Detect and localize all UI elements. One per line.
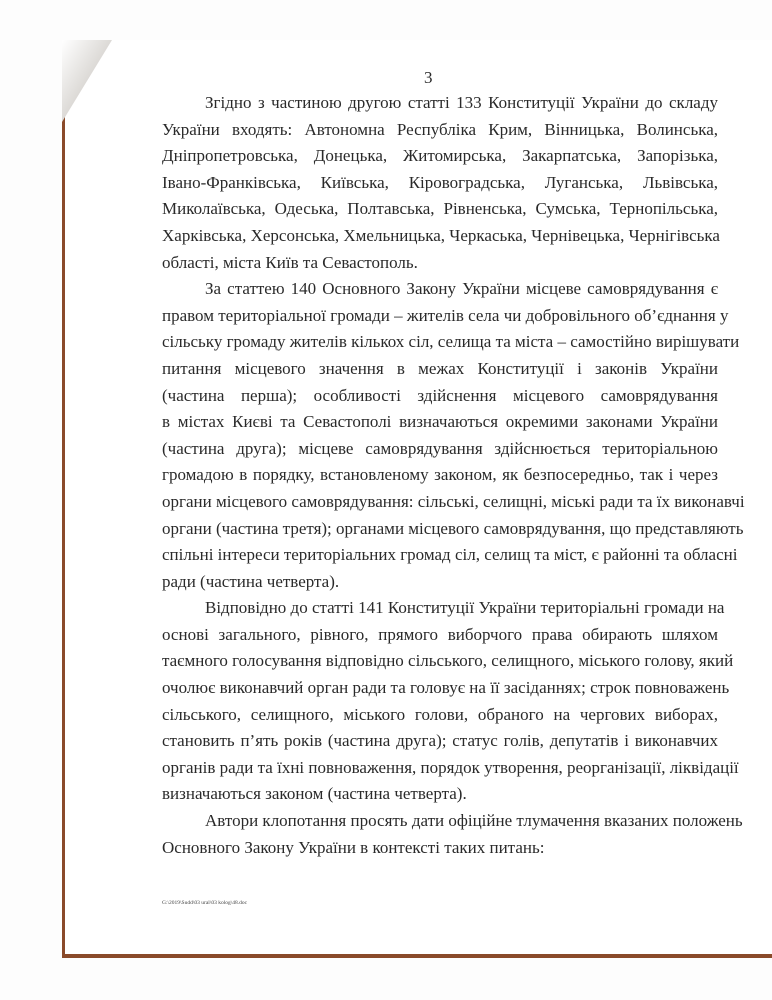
paragraph <box>162 276 745 595</box>
text-line: становить п’ять років (частина друга); статус голів, депутатів і виконавчих <box>162 731 718 751</box>
text-line: очолює виконавчий орган ради та головує на її засіданнях; строк повноважень <box>162 678 730 698</box>
text-line: України входять: Автономна Республіка Крим, Вінницька, Волинська, <box>162 119 718 139</box>
text-line: Миколаївська, Одеська, Полтавська, Рівненська, Сумська, Тернопільська, <box>162 199 718 219</box>
text-line: За статтею 140 Основного Закону України місцеве самоврядування є <box>205 279 718 299</box>
text-line: правом територіальної громади – жителів села чи добровільного об’єднання у <box>162 305 729 325</box>
page-number: 3 <box>424 68 433 87</box>
text-line: органів ради та їхні повноваження, порядок утворення, реорганізації, ліквідації <box>162 757 739 777</box>
text-line: сільського, селищного, міського голови, обраного на чергових виборах, <box>162 704 718 724</box>
text-line: Відповідно до статті 141 Конституції України територіальні громади на <box>205 598 725 618</box>
footer-file-path: G:\2019\Sudd\03 ural\03 kolog\48.doc <box>162 900 248 906</box>
text-line: Автори клопотання просять дати офіційне тлумачення вказаних положень <box>205 811 743 831</box>
text-line: Харківська, Херсонська, Хмельницька, Черкаська, Чернівецька, Чернігівська <box>162 225 720 245</box>
paragraph <box>162 595 739 808</box>
text-line: основі загального, рівного, прямого виборчого права обирають шляхом <box>162 624 718 644</box>
text-line: в містах Києві та Севастополі визначаються окремими законами України <box>162 412 718 432</box>
folded-corner-icon <box>60 38 112 122</box>
text-line: (частина друга); місцеве самоврядування здійснюється територіальною <box>162 438 718 458</box>
text-line: сільську громаду жителів кількох сіл, селища та міста – самостійно вирішувати <box>162 332 740 352</box>
text-line: Згідно з частиною другою статті 133 Конституції України до складу <box>205 93 718 112</box>
document-body <box>162 90 745 861</box>
text-line: органи (частина третя); органами місцевого самоврядування, що представляють <box>162 518 744 538</box>
text-line: області, міста Київ та Севастополь. <box>162 252 418 272</box>
text-line: Основного Закону України в контексті таких питань: <box>162 837 545 857</box>
text-line: питання місцевого значення в межах Конституції і законів України <box>162 358 718 378</box>
text-line: громадою в порядку, встановленому законом, як безпосередньо, так і через <box>162 465 718 485</box>
text-line: Дніпропетровська, Донецька, Житомирська, Закарпатська, Запорізька, <box>162 146 718 166</box>
text-line: Івано-Франківська, Київська, Кіровоградська, Луганська, Львівська, <box>162 172 718 192</box>
text-line: органи місцевого самоврядування: сільські, селищні, міські ради та їх виконавчі <box>162 491 745 511</box>
paragraph <box>162 90 718 276</box>
text-line: ради (частина четверта). <box>162 571 340 591</box>
text-line: спільні інтереси територіальних громад сіл, селищ та міст, є районні та обласні <box>162 545 738 565</box>
text-line: (частина перша); особливості здійснення місцевого самоврядування <box>162 385 718 405</box>
text-line: таємного голосування відповідно сільського, селищного, міського голову, який <box>162 651 734 671</box>
paragraph <box>162 808 743 861</box>
text-line: визначаються законом (частина четверта). <box>162 784 467 804</box>
